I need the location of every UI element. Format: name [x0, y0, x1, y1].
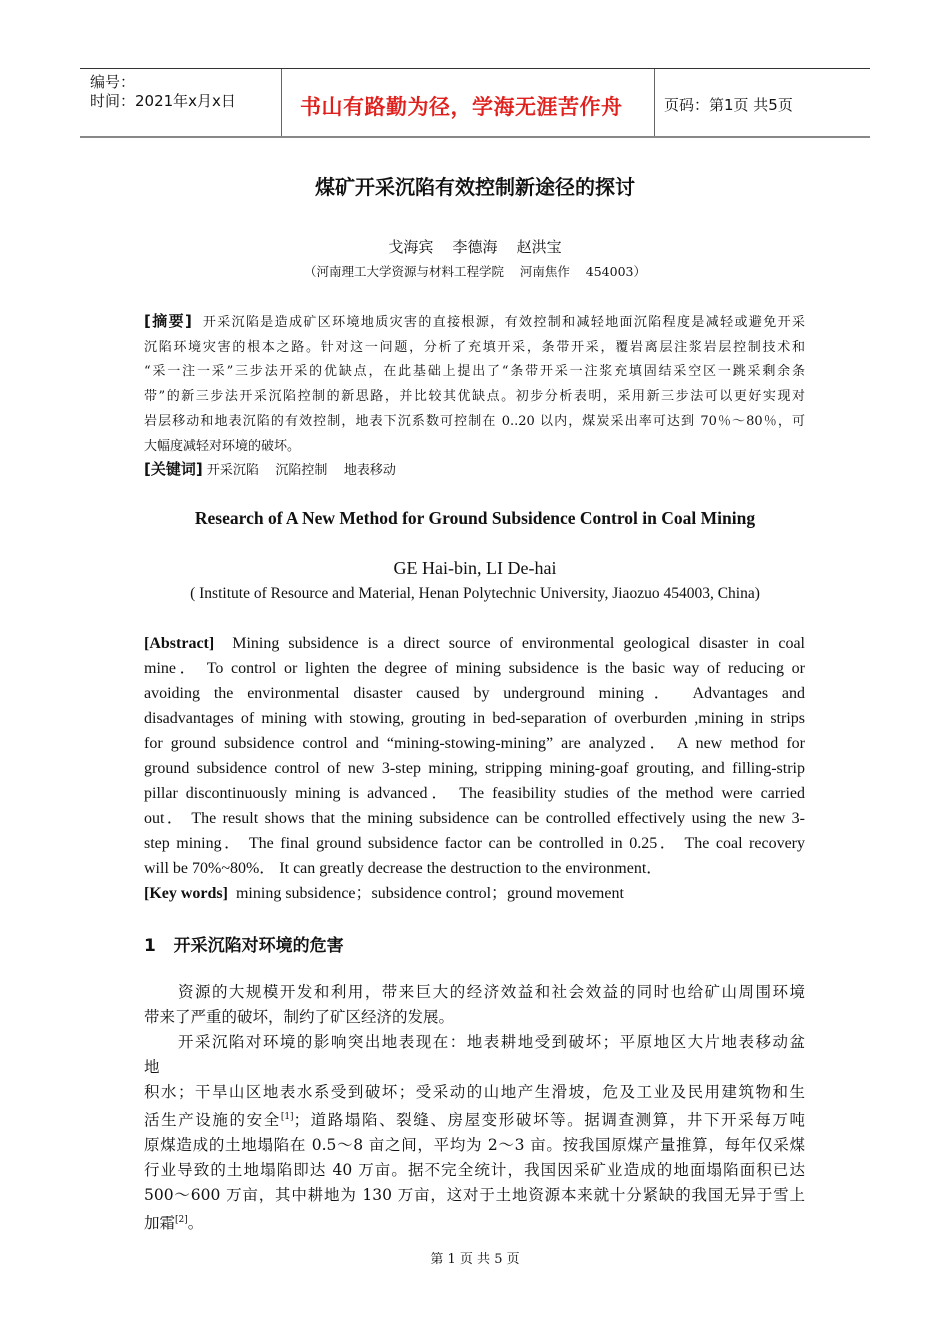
- affiliation-en: ( Institute of Resource and Material, Henan Polytechnic University, Jiaozuo 454003, China): [190, 585, 760, 602]
- page-label: 页码：第1页 共5页: [664, 96, 793, 114]
- divider: [654, 69, 655, 136]
- abstract-line: 沉陷环境灾害的根本之路。针对这一问题，分析了充填开采，条带开采，覆岩离层注浆岩层控制技术和: [144, 339, 805, 355]
- abstract-line: pillar discontinuously mining is advanced． The feasibility studies of the method were carried: [144, 785, 805, 802]
- body-line: 行业导致的土地塌陷即达 40 万亩。据不完全统计，我国因采矿业造成的地面塌陷面积已达: [144, 1161, 805, 1180]
- header-table: [80, 68, 870, 138]
- abstract-line: “采一注一采”三步法开采的优缺点，在此基础上提出了“条带开采一注浆充填固结采空区一跳采剩余条: [144, 364, 805, 380]
- body-text: [144, 980, 805, 1236]
- body-line: 原煤造成的土地塌陷在 0.5～8 亩之间，平均为 2～3 亩。按我国原煤产量推算，每年仅采煤: [144, 1136, 805, 1155]
- abstract-line: step mining． The final ground subsidence factor can be controlled in 0.25． The coal recovery: [144, 835, 805, 852]
- section-number: 1: [144, 936, 156, 956]
- abstract-line: ground subsidence control of new 3-step mining, stripping mining-goaf grouting, and filling-strip: [144, 760, 805, 777]
- body-line: 500～600 万亩，其中耕地为 130 万亩，这对于土地资源本来就十分紧缺的我国无异于雪上: [144, 1186, 805, 1205]
- keywords-en-text: mining subsidence；subsidence control；ground movement: [235, 885, 624, 902]
- abstract-line: [Abstract] Mining subsidence is a direct source of environmental geological disaster in coal: [144, 635, 805, 652]
- page-title: 煤矿开采沉陷有效控制新途径的探讨: [315, 175, 635, 199]
- keywords-en-label: [Key words]: [144, 885, 228, 902]
- abstract-line: avoiding the environmental disaster caused by underground mining． Advantages and: [144, 685, 805, 702]
- abstract-label: [Abstract]: [144, 635, 215, 652]
- abstract-line: for ground subsidence control and “mining-stowing-mining” are analyzed． A new method for: [144, 735, 805, 752]
- abstract-line: out． The result shows that the mining subsidence can be controlled effectively using the new 3-: [144, 810, 805, 827]
- authors-en: GE Hai-bin, LI De-hai: [393, 558, 557, 578]
- body-line: 积水；干旱山区地表水系受到破坏；受采动的山地产生滑坡，危及工业及民用建筑物和生: [144, 1083, 805, 1101]
- section-title: 开采沉陷对环境的危害: [173, 936, 344, 956]
- keywords-zh-text: 开采沉陷 沉陷控制 地表移动: [206, 463, 396, 478]
- abstract-line: disadvantages of mining with stowing, grouting in bed-separation of overburden ,mining in strips: [144, 710, 805, 727]
- body-line: 活生产设施的安全[1]；道路塌陷、裂缝、房屋变形破坏等。据调查测算，井下开采每万吨: [144, 1111, 805, 1130]
- divider: [281, 69, 282, 136]
- abstract-line: 大幅度减轻对环境的破坏。: [144, 438, 301, 454]
- section-heading: [144, 931, 805, 956]
- body-line: 带来了严重的破坏，制约了矿区经济的发展。: [144, 1008, 455, 1026]
- date-label: 时间：2021年x月x日: [90, 92, 236, 110]
- body-line: 开采沉陷对环境的影响突出地表现在：地表耕地受到破坏；平原地区大片地表移动盆: [144, 1033, 805, 1051]
- abstract-line: 岩层移动和地表沉陷的有效控制，地表下沉系数可控制在 0..20 以内，煤炭采出率可达到 70％～80％，可: [144, 413, 805, 429]
- body-line: 资源的大规模开发和利用，带来巨大的经济效益和社会效益的同时也给矿山周围环境: [144, 983, 805, 1001]
- body-line: 地: [144, 1058, 160, 1076]
- keywords-zh: [144, 457, 805, 484]
- citation-2[interactable]: [2]: [175, 1215, 188, 1226]
- authors-zh: 戈海宾 李德海 赵洪宝: [388, 238, 562, 256]
- abstract-line: will be 70%~80%． It can greatly decrease the destruction to the environment．: [144, 860, 663, 877]
- citation-1[interactable]: [1]: [280, 1112, 294, 1122]
- keywords-zh-label: [关键词]: [144, 460, 203, 478]
- abstract-line: 带”的新三步法开采沉陷控制的新思路，并比较其优缺点。初步分析表明，采用新三步法可以更好实现对: [144, 389, 805, 405]
- abstract-zh: [144, 309, 805, 459]
- abstract-line: [摘要] 开采沉陷是造成矿区环境地质灾害的直接根源，有效控制和减轻地面沉陷程度是减轻或避免开采: [144, 312, 805, 330]
- abstract-en: [144, 631, 805, 881]
- affiliation-zh: （河南理工大学资源与材料工程学院 河南焦作 454003）: [303, 264, 646, 279]
- motto: 书山有路勤为径，学海无涯苦作舟: [300, 95, 623, 119]
- page-footer: 第 1 页 共 5 页: [430, 1252, 520, 1267]
- body-line: 加霜[2]。: [144, 1214, 204, 1233]
- doc-number-label: 编号：: [90, 73, 136, 91]
- title-en: Research of A New Method for Ground Subsidence Control in Coal Mining: [194, 508, 756, 528]
- keywords-en: [144, 881, 805, 906]
- abstract-line: mine． To control or lighten the degree of mining subsidence is the basic way of reducing or: [144, 660, 805, 677]
- abstract-label: [摘要]: [144, 312, 192, 330]
